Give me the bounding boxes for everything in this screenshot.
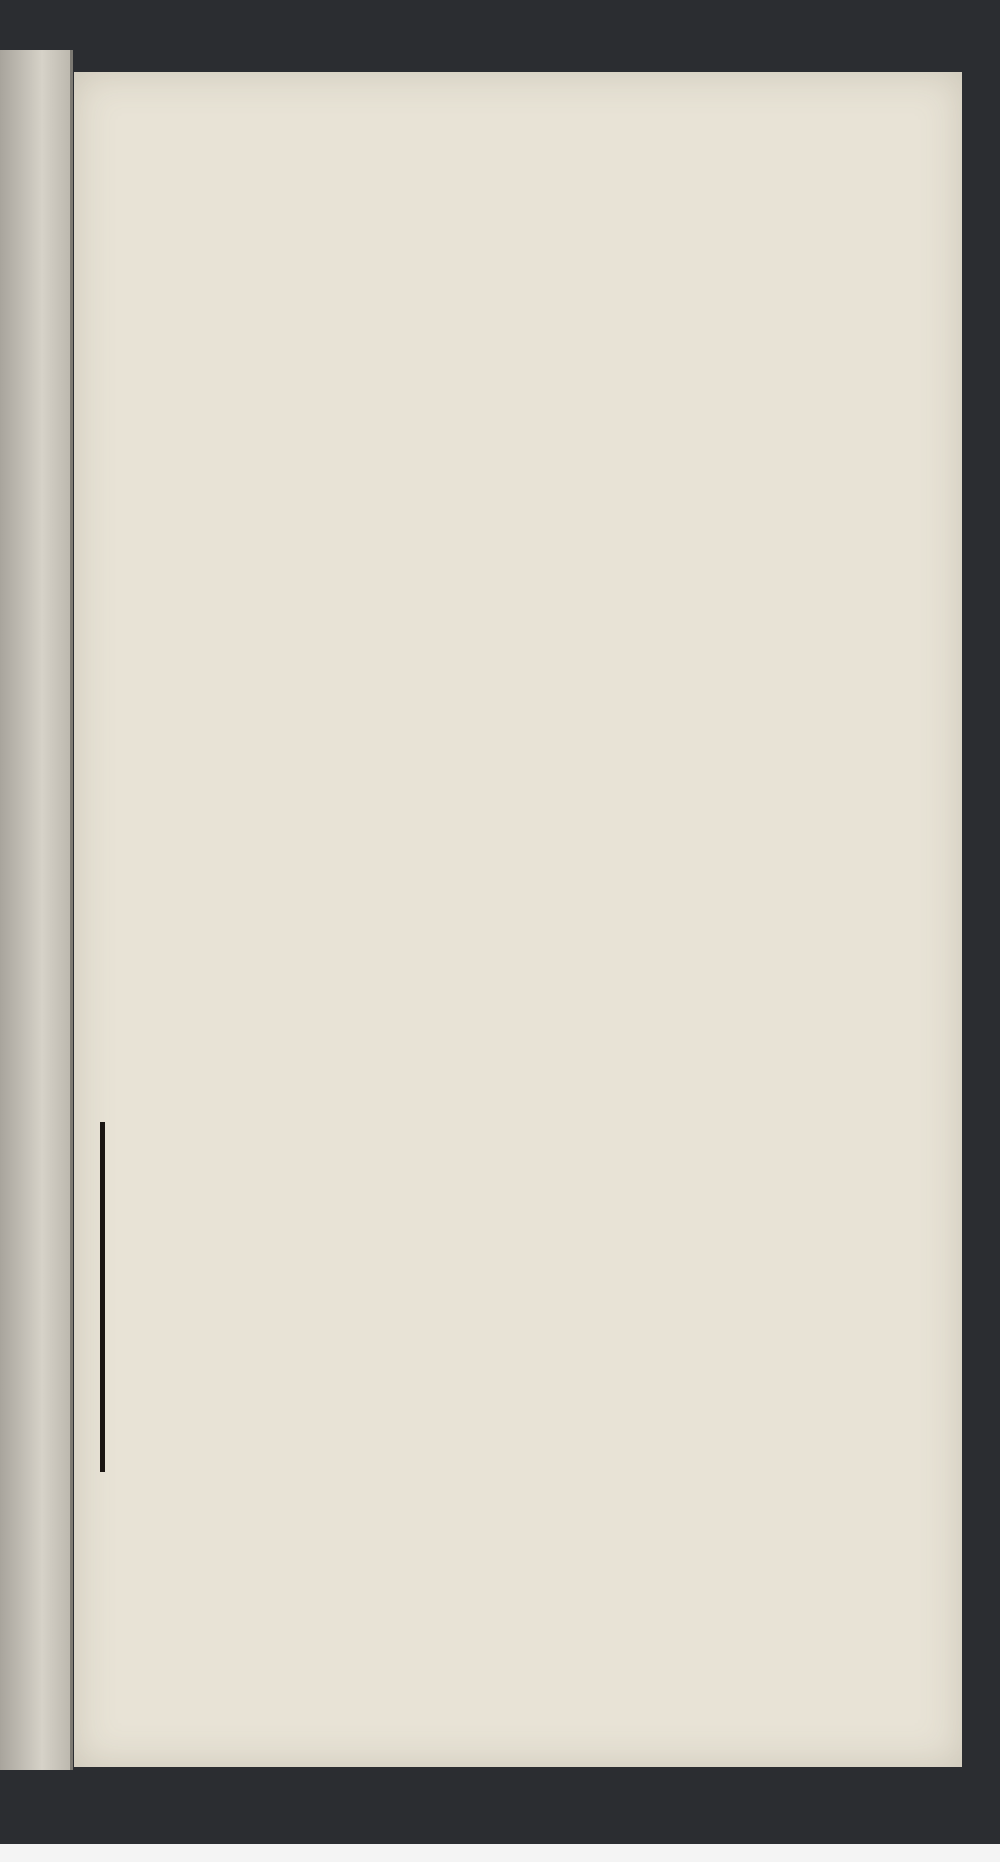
facing-page-edge <box>0 50 73 1770</box>
digitization-footer <box>0 1844 1000 1862</box>
book-page <box>74 72 962 1767</box>
margin-rule <box>100 1122 105 1472</box>
